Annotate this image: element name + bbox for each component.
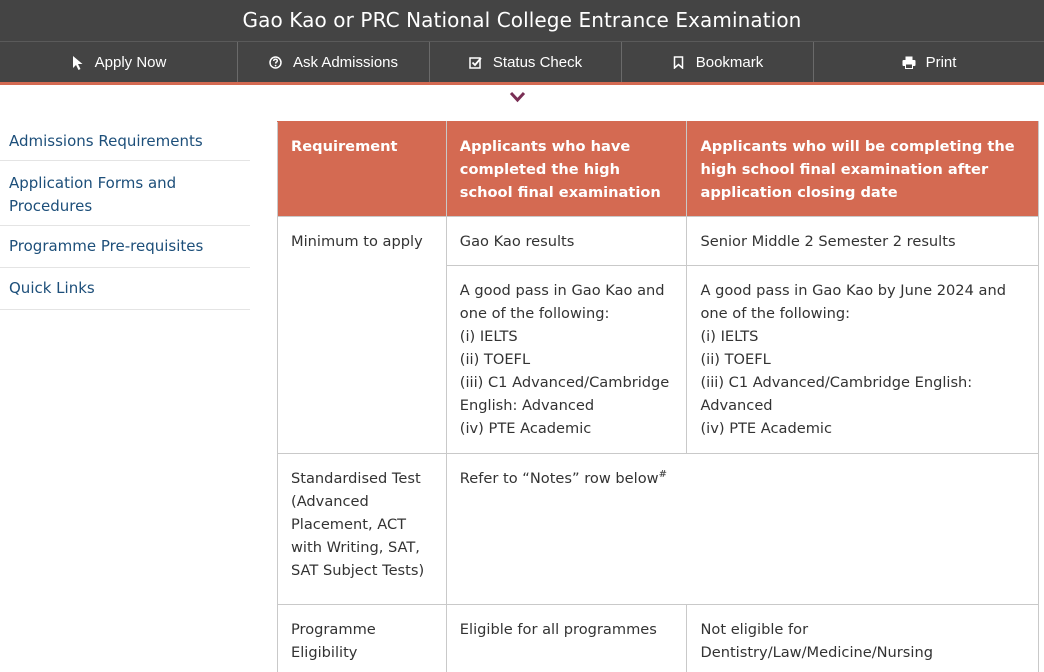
question-circle-icon bbox=[269, 56, 283, 70]
requirements-table bbox=[277, 121, 1039, 672]
list-item: (ii) TOEFL bbox=[459, 351, 531, 368]
sidebar-item-quick-links[interactable]: Quick Links bbox=[0, 268, 250, 310]
action-toolbar bbox=[0, 41, 1044, 82]
table-row bbox=[278, 454, 1039, 605]
list-item: (iii) C1 Advanced/Cambridge English: Advanced bbox=[700, 374, 973, 414]
cursor-icon bbox=[71, 56, 85, 70]
sidebar-item-admissions-requirements[interactable]: Admissions Requirements bbox=[0, 121, 250, 161]
list-item: (iv) PTE Academic bbox=[459, 420, 592, 437]
accent-divider bbox=[0, 82, 1044, 85]
page-title: Gao Kao or PRC National College Entrance Examination bbox=[0, 0, 1044, 41]
sidebar-item-programme-prerequisites[interactable]: Programme Pre-requisites bbox=[0, 226, 250, 268]
cell-english-completed bbox=[446, 266, 687, 454]
row-label-standardised: Standardised Test (Advanced Placement, ACT with Writing, SAT, SAT Subject Tests) bbox=[278, 454, 447, 605]
list-item: (i) IELTS bbox=[700, 328, 759, 345]
notes-marker: # bbox=[658, 469, 667, 481]
cell-min-completing: Senior Middle 2 Semester 2 results bbox=[687, 217, 1039, 266]
list-item: (ii) TOEFL bbox=[700, 351, 771, 368]
sidebar-nav bbox=[0, 121, 250, 310]
cell-english-completing bbox=[687, 266, 1039, 454]
print-button[interactable] bbox=[814, 42, 1044, 83]
table-header-row bbox=[278, 122, 1039, 217]
ask-admissions-button[interactable] bbox=[238, 42, 430, 83]
english-completing-intro: A good pass in Gao Kao by June 2024 and one of the following: bbox=[700, 282, 1006, 322]
bookmark-button[interactable] bbox=[622, 42, 814, 83]
ask-admissions-label: Ask Admissions bbox=[292, 54, 399, 71]
row-label-eligibility: Programme Eligibility bbox=[278, 605, 447, 672]
status-check-label: Status Check bbox=[492, 54, 583, 71]
sidebar-item-application-forms[interactable]: Application Forms and Procedures bbox=[0, 161, 250, 226]
english-completed-intro: A good pass in Gao Kao and one of the following: bbox=[459, 282, 665, 322]
header-requirement: Requirement bbox=[278, 122, 447, 217]
apply-now-button[interactable] bbox=[0, 42, 238, 83]
list-item: (i) IELTS bbox=[459, 328, 518, 345]
cell-standardised bbox=[446, 454, 1038, 605]
cell-min-completed: Gao Kao results bbox=[446, 217, 687, 266]
chevron-down-icon[interactable] bbox=[509, 91, 526, 103]
header-completing: Applicants who will be completing the high school final examination after application closing date bbox=[687, 122, 1039, 217]
apply-now-label: Apply Now bbox=[94, 54, 167, 71]
row-label-minimum: Minimum to apply bbox=[278, 217, 447, 454]
standardised-text: Refer to “Notes” row below bbox=[459, 470, 659, 487]
cell-eligibility-completing: Not eligible for Dentistry/Law/Medicine/Nursing bbox=[687, 605, 1039, 672]
table-row bbox=[278, 605, 1039, 672]
cell-eligibility-completed: Eligible for all programmes bbox=[446, 605, 687, 672]
list-item: (iii) C1 Advanced/Cambridge English: Advanced bbox=[459, 374, 670, 414]
printer-icon bbox=[902, 56, 916, 70]
print-label: Print bbox=[925, 54, 957, 71]
bookmark-label: Bookmark bbox=[695, 54, 764, 71]
table-row bbox=[278, 217, 1039, 266]
list-item: (iv) PTE Academic bbox=[700, 420, 833, 437]
status-check-button[interactable] bbox=[430, 42, 622, 83]
bookmark-icon bbox=[672, 56, 686, 70]
checkbox-icon bbox=[469, 56, 483, 70]
header-completed: Applicants who have completed the high school final examination bbox=[446, 122, 687, 217]
